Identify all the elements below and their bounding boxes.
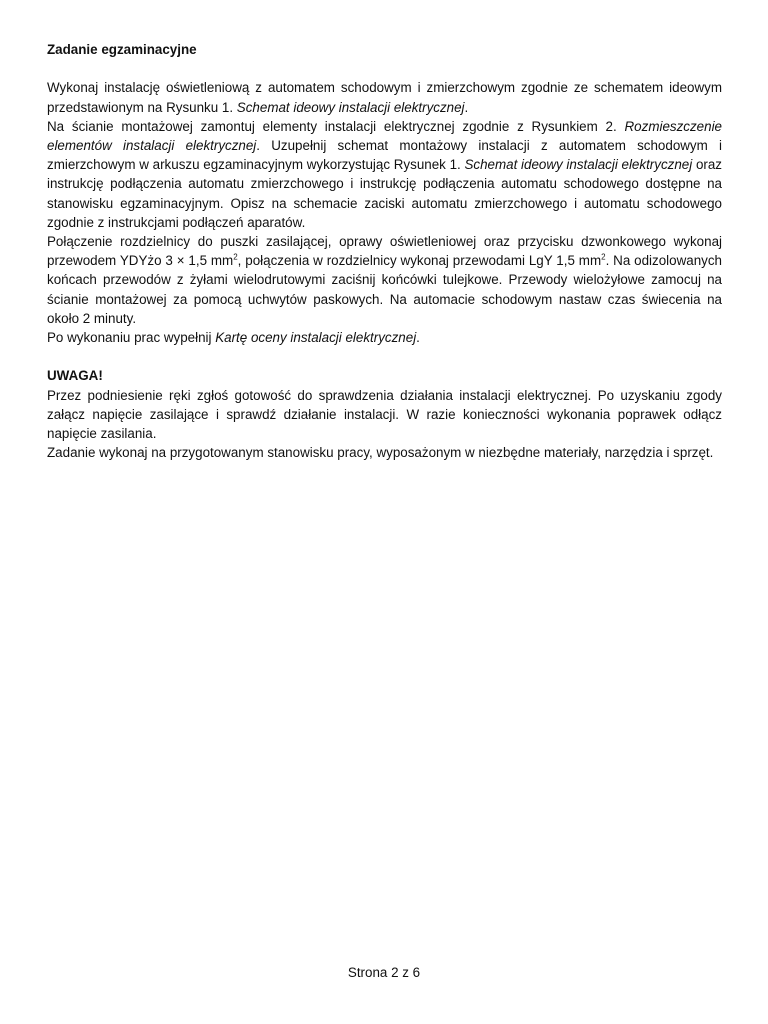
- figure-reference: Schemat ideowy instalacji elektrycznej: [464, 157, 693, 173]
- card-reference: Kartę oceny instalacji elektrycznej: [215, 330, 417, 346]
- warning-paragraph: Przez podniesienie ręki zgłoś gotowość do sprawdzenia działania instalacji elektrycznej. Po uzyskaniu zgody załącz napięcie zasilające i sprawdź działanie instalacji. W razie konieczności wykonania poprawek odłącz napięcie zasilania.: [47, 387, 722, 442]
- paragraph-evaluation: [47, 328, 722, 347]
- warning-title: UWAGA!: [47, 368, 103, 384]
- paragraph-wiring: [47, 232, 722, 328]
- spacer: [47, 59, 722, 78]
- superscript: 2: [601, 252, 606, 262]
- paragraph-text: Wykonaj instalację oświetleniową z automatem schodowym i zmierzchowym zgodnie ze schematem ideowym przedstawionym na Rysunku 1.: [47, 80, 722, 115]
- figure-reference: Schemat ideowy instalacji elektrycznej: [236, 99, 465, 115]
- paragraph-text: , połączenia w rozdzielnicy wykonaj przewodami LgY 1,5 mm: [237, 253, 602, 269]
- paragraph-mounting: [47, 117, 722, 232]
- superscript: 2: [233, 252, 238, 262]
- paragraph-text: Po wykonaniu prac wypełnij: [47, 330, 216, 346]
- paragraph-text: Połączenie rozdzielnicy do puszki zasilającej, oprawy oświetleniowej oraz przycisku dzwonkowego wykonaj przewodem YDYżo 3 × 1,5 mm: [47, 234, 722, 269]
- paragraph-text: . Na odizolowanych końcach przewodów z żyłami wielodrutowymi zaciśnij końcówki tulejkowe. Przewody wielożyłowe zamocuj na ścianie montażowej za pomocą uchwytów paskowych. Na automacie schodowym nastaw czas świecenia na około 2 minuty.: [47, 253, 722, 326]
- document-page: [47, 40, 722, 462]
- figure-reference: Rozmieszczenie elementów instalacji elektrycznej: [47, 118, 722, 153]
- paragraph-installation: [47, 78, 722, 116]
- page-number: Strona 2 z 6: [347, 965, 421, 980]
- warning-paragraph: Zadanie wykonaj na przygotowanym stanowisku pracy, wyposażonym w niezbędne materiały, narzędzia i sprzęt.: [47, 445, 714, 461]
- paragraph-text: .: [464, 99, 469, 115]
- document-title: Zadanie egzaminacyjne: [47, 42, 197, 57]
- paragraph-text: .: [416, 330, 420, 346]
- spacer: [47, 347, 722, 366]
- paragraph-text: oraz instrukcję podłączenia automatu zmierzchowego i instrukcję podłączenia automatu schodowego dostępne na stanowisku egzaminacyjnym. Opisz na schemacie zaciski automatu zmierzchowego i automatu schodowego zgodnie z instrukcjami podłączeń aparatów.: [47, 157, 722, 230]
- paragraph-text: . Uzupełnij schemat montażowy instalacji z automatem schodowym i zmierzchowym w arkuszu egzaminacyjnym wykorzystując Rysunek 1.: [47, 138, 722, 173]
- paragraph-text: Na ścianie montażowej zamontuj elementy instalacji elektrycznej zgodnie z Rysunkiem 2.: [47, 118, 625, 134]
